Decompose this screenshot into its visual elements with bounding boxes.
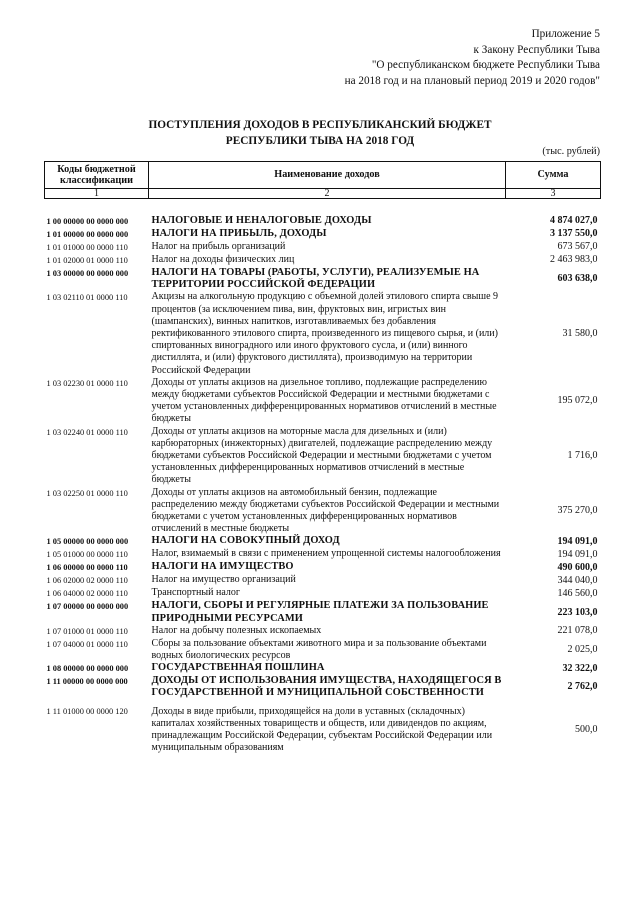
table-row — [45, 426, 601, 487]
revenue-name-cell: Транспортный налог — [151, 587, 240, 599]
table-row — [45, 662, 601, 675]
table-body — [45, 199, 601, 755]
table-row — [45, 267, 601, 291]
budget-code-cell: 1 03 02250 01 0000 110 — [46, 488, 128, 498]
table-row — [45, 487, 601, 536]
revenue-name-cell: Доходы от уплаты акцизов на дизельное топливо, подлежащие распределению между бюджетами субъектов Российской Федерации и местными бюджетами с учетом установленных дифференцированных нормативов отчислений в местные бюджеты — [151, 376, 497, 425]
table-spacer-row — [45, 199, 601, 216]
budget-code-cell: 1 03 00000 00 0000 000 — [46, 269, 129, 278]
budget-code-cell: 1 01 02000 01 0000 110 — [46, 256, 128, 265]
budget-code-cell: 1 11 01000 00 0000 120 — [46, 706, 128, 716]
budget-code-cell: 1 05 00000 00 0000 000 — [46, 537, 129, 547]
budget-code-cell: 1 01 01000 00 0000 110 — [46, 243, 128, 252]
header-code: Коды бюджетной классификации — [45, 162, 149, 189]
revenue-name-cell: Доходы от уплаты акцизов на автомобильный бензин, подлежащие распределению между бюджетами субъектов Российской Федерации и местными бюджетами с учетом установленных дифференцированных нормативов отчислений в местные бюджеты — [151, 486, 500, 535]
budget-code-cell: 1 03 02110 01 0000 110 — [46, 293, 128, 303]
amount-cell: 2 025,0 — [567, 643, 598, 655]
budget-code-cell: 1 06 00000 00 0000 110 — [46, 563, 128, 573]
amount-cell: 4 874 027,0 — [550, 215, 598, 227]
table-row — [45, 548, 601, 561]
amount-cell: 31 580,0 — [562, 328, 598, 340]
revenue-name-cell: НАЛОГИ НА ПРИБЫЛЬ, ДОХОДЫ — [151, 228, 327, 239]
header-amount: Сумма — [506, 162, 601, 189]
budget-code-cell: 1 06 04000 02 0000 110 — [46, 589, 128, 599]
table-row — [45, 700, 601, 755]
revenue-name-cell: Доходы от уплаты акцизов на моторные масла для дизельных и (или) карбюраторных (инжекторных) двигателей, подлежащие распределению между бюджетами субъектов Российской Федерации и местными бюджетами с учетом установленных дифференцированных нормативов отчислений в местные бюджеты — [151, 425, 493, 486]
annex-line: на 2018 год и на плановый период 2019 и 2020 годов" — [344, 74, 600, 87]
budget-code-cell: 1 00 00000 00 0000 000 — [46, 217, 129, 226]
revenue-name-cell: Акцизы на алкогольную продукцию с объемной долей этилового спирта свыше 9 процентов (за исключением пива, вин, фруктовых вин, игристых вин (шампанских), винных напитков, изготавливаемых без добавления ректификованного этилового спирта, произведенного из пищевого сырья, и (или) спиртованных виноградного или иного фруктового сусла, и (или) винного дистиллята, и (или) фруктового дистиллята), производимую на территории Российской Федерации — [151, 291, 499, 376]
title-line: РЕСПУБЛИКИ ТЫВА НА 2018 ГОД — [225, 134, 415, 147]
budget-code-cell: 1 07 04000 01 0000 110 — [46, 639, 128, 649]
amount-cell: 673 567,0 — [557, 241, 598, 253]
budget-code-cell: 1 07 01000 01 0000 110 — [46, 626, 128, 636]
table-row — [45, 377, 601, 426]
budget-code-cell: 1 11 00000 00 0000 000 — [46, 677, 128, 687]
amount-cell: 2 762,0 — [567, 681, 598, 693]
table-row — [45, 600, 601, 624]
budget-code-cell: 1 06 02000 02 0000 110 — [46, 576, 128, 586]
annex-line: "О республиканском бюджете Республики Тыва — [371, 59, 600, 71]
amount-cell: 221 078,0 — [557, 625, 598, 637]
title-line: ПОСТУПЛЕНИЯ ДОХОДОВ В РЕСПУБЛИКАНСКИЙ БЮДЖЕТ — [148, 119, 492, 131]
revenue-name-cell: Налог на имущество организаций — [151, 574, 296, 586]
amount-cell: 194 091,0 — [557, 535, 598, 547]
revenue-name-cell: НАЛОГОВЫЕ И НЕНАЛОГОВЫЕ ДОХОДЫ — [151, 215, 372, 226]
amount-cell: 375 270,0 — [557, 504, 598, 516]
annex-block — [345, 27, 600, 89]
revenue-name-cell: ГОСУДАРСТВЕННАЯ ПОШЛИНА — [151, 662, 325, 674]
annex-line: к Закону Республики Тыва — [473, 43, 600, 56]
budget-code-cell: 1 05 01000 00 0000 110 — [46, 550, 128, 560]
revenue-name-cell: НАЛОГИ НА ИМУЩЕСТВО — [151, 561, 294, 573]
table-row — [45, 254, 601, 267]
amount-cell: 194 091,0 — [557, 548, 598, 560]
amount-cell: 3 137 550,0 — [550, 228, 598, 240]
revenue-name-cell: Налог на добычу полезных ископаемых — [151, 624, 322, 636]
budget-code-cell: 1 08 00000 00 0000 000 — [46, 664, 129, 674]
revenue-name-cell: Сборы за пользование объектами животного мира и за пользование объектами водных биологических ресурсов — [151, 637, 487, 662]
revenue-name-cell: Налог, взимаемый в связи с применением упрощенной системы налогообложения — [151, 548, 501, 560]
column-number: 1 — [45, 189, 149, 199]
spacer-cell — [45, 199, 601, 216]
amount-cell: 1 716,0 — [567, 450, 598, 462]
table-row — [45, 215, 601, 228]
revenue-table — [44, 161, 601, 755]
amount-cell: 500,0 — [575, 723, 598, 735]
annex-line: Приложение 5 — [531, 28, 600, 40]
amount-cell: 2 463 983,0 — [550, 254, 598, 266]
budget-code-cell: 1 03 02240 01 0000 110 — [46, 427, 128, 437]
revenue-name-cell: НАЛОГИ, СБОРЫ И РЕГУЛЯРНЫЕ ПЛАТЕЖИ ЗА ПОЛЬЗОВАНИЕ ПРИРОДНЫМИ РЕСУРСАМИ — [151, 600, 489, 624]
document-title — [0, 118, 640, 149]
column-number: 2 — [149, 189, 506, 199]
table-row — [45, 241, 601, 254]
table-row — [45, 228, 601, 241]
amount-cell: 146 560,0 — [557, 587, 598, 599]
amount-cell: 344 040,0 — [557, 574, 598, 586]
amount-cell: 490 600,0 — [557, 561, 598, 573]
table-row — [45, 574, 601, 587]
amount-cell: 195 072,0 — [557, 395, 598, 407]
amount-cell: 223 103,0 — [557, 606, 598, 618]
amount-cell: 603 638,0 — [557, 273, 598, 285]
revenue-name-cell: ДОХОДЫ ОТ ИСПОЛЬЗОВАНИЯ ИМУЩЕСТВА, НАХОДЯЩЕГОСЯ В ГОСУДАРСТВЕННОЙ И МУНИЦИПАЛЬНОЙ СОБСТВЕННОСТИ — [151, 675, 502, 699]
budget-code-cell: 1 01 00000 00 0000 000 — [46, 230, 129, 239]
table-row — [45, 291, 601, 376]
revenue-name-cell: Доходы в виде прибыли, приходящейся на доли в уставных (складочных) капиталах хозяйственных товариществ и обществ, или дивидендов по акциям, принадлежащим Российской Федерации, субъектам Российской Федерации или муниципальным образованиям — [151, 705, 493, 754]
table-row — [45, 675, 601, 699]
column-number: 3 — [506, 189, 601, 199]
table-row — [45, 561, 601, 574]
table-column-numbers-row — [45, 189, 601, 199]
table-row — [45, 535, 601, 548]
revenue-name-cell: НАЛОГИ НА СОВОКУПНЫЙ ДОХОД — [151, 535, 340, 547]
table-row — [45, 638, 601, 662]
amount-cell: 32 322,0 — [562, 662, 598, 674]
budget-code-cell: 1 07 00000 00 0000 000 — [46, 602, 129, 612]
revenue-name-cell: Налог на прибыль организаций — [151, 241, 286, 252]
units-label: (тыс. рублей) — [542, 146, 600, 157]
table-header-row — [45, 162, 601, 189]
revenue-name-cell: Налог на доходы физических лиц — [151, 254, 295, 265]
budget-code-cell: 1 03 02230 01 0000 110 — [46, 378, 128, 388]
revenue-name-cell: НАЛОГИ НА ТОВАРЫ (РАБОТЫ, УСЛУГИ), РЕАЛИЗУЕМЫЕ НА ТЕРРИТОРИИ РОССИЙСКОЙ ФЕДЕРАЦИИ — [151, 267, 480, 291]
table-row — [45, 587, 601, 600]
table-row — [45, 625, 601, 638]
header-name: Наименование доходов — [149, 162, 506, 189]
